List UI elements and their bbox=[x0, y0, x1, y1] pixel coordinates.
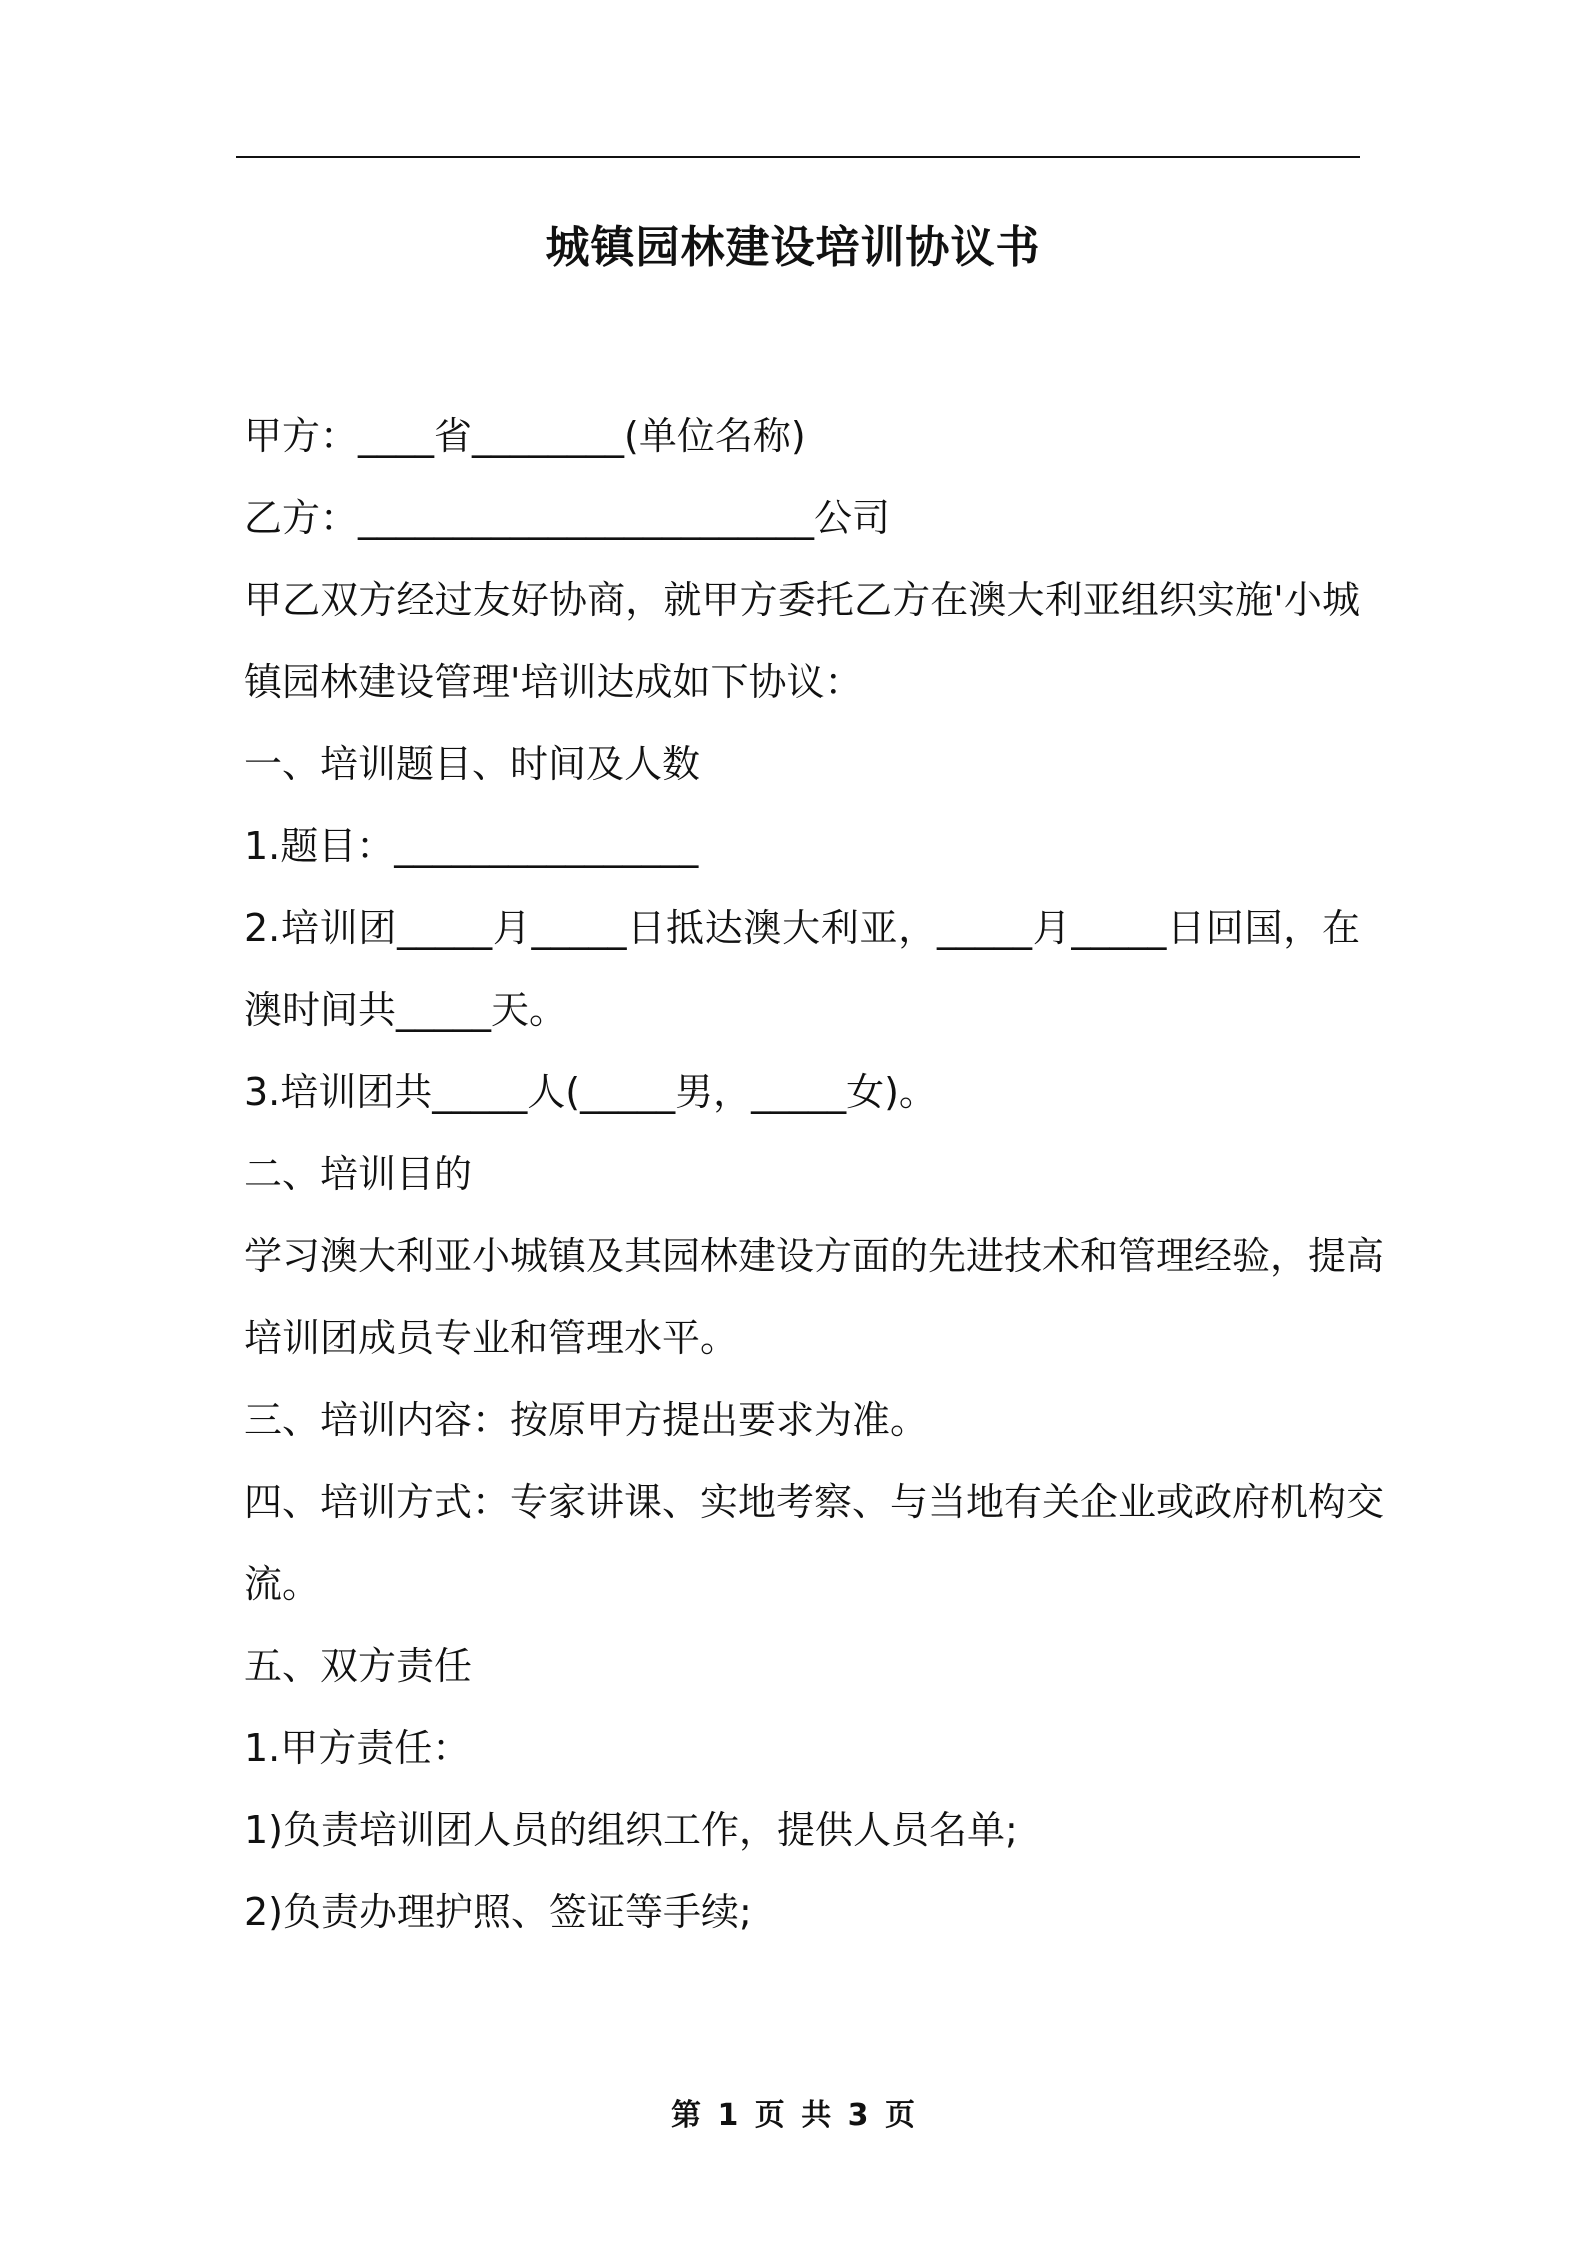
page-number-footer: 第 1 页 共 3 页 bbox=[671, 2098, 915, 2133]
party-a-duty-1: 1)负责培训团人员的组织工作，提供人员名单; bbox=[244, 1808, 1018, 1852]
party-a-duties-heading: 1.甲方责任： bbox=[244, 1726, 471, 1770]
section-4-method-line-2: 流。 bbox=[244, 1562, 321, 1606]
party-a-duty-2: 2)负责办理护照、签证等手续; bbox=[244, 1890, 752, 1934]
intro-line-1: 甲乙双方经过友好协商，就甲方委托乙方在澳大利亚组织实施'小城 bbox=[244, 578, 1360, 622]
section-4-method-line-1: 四、培训方式：专家讲课、实地考察、与当地有关企业或政府机构交 bbox=[244, 1480, 1385, 1524]
item-2-dates-line-1: 2.培训团_____月_____日抵达澳大利亚，_____月_____日回国，在 bbox=[244, 906, 1360, 950]
party-a-line: 甲方：____省________(单位名称) bbox=[244, 414, 806, 458]
document-title: 城镇园林建设培训协议书 bbox=[545, 222, 1041, 273]
purpose-line-2: 培训团成员专业和管理水平。 bbox=[244, 1316, 739, 1360]
party-b-line: 乙方：________________________公司 bbox=[244, 496, 891, 540]
purpose-line-1: 学习澳大利亚小城镇及其园林建设方面的先进技术和管理经验，提高 bbox=[244, 1234, 1385, 1278]
section-1-heading: 一、培训题目、时间及人数 bbox=[244, 742, 701, 786]
section-2-heading: 二、培训目的 bbox=[244, 1152, 473, 1196]
intro-line-2: 镇园林建设管理'培训达成如下协议： bbox=[244, 660, 863, 704]
header-rule bbox=[236, 156, 1360, 158]
item-2-dates-line-2: 澳时间共_____天。 bbox=[244, 988, 568, 1032]
section-3-content: 三、培训内容：按原甲方提出要求为准。 bbox=[244, 1398, 929, 1442]
item-1-topic: 1.题目：________________ bbox=[244, 824, 699, 868]
item-3-headcount: 3.培训团共_____人(_____男，_____女)。 bbox=[244, 1070, 937, 1114]
section-5-heading: 五、双方责任 bbox=[244, 1644, 473, 1688]
